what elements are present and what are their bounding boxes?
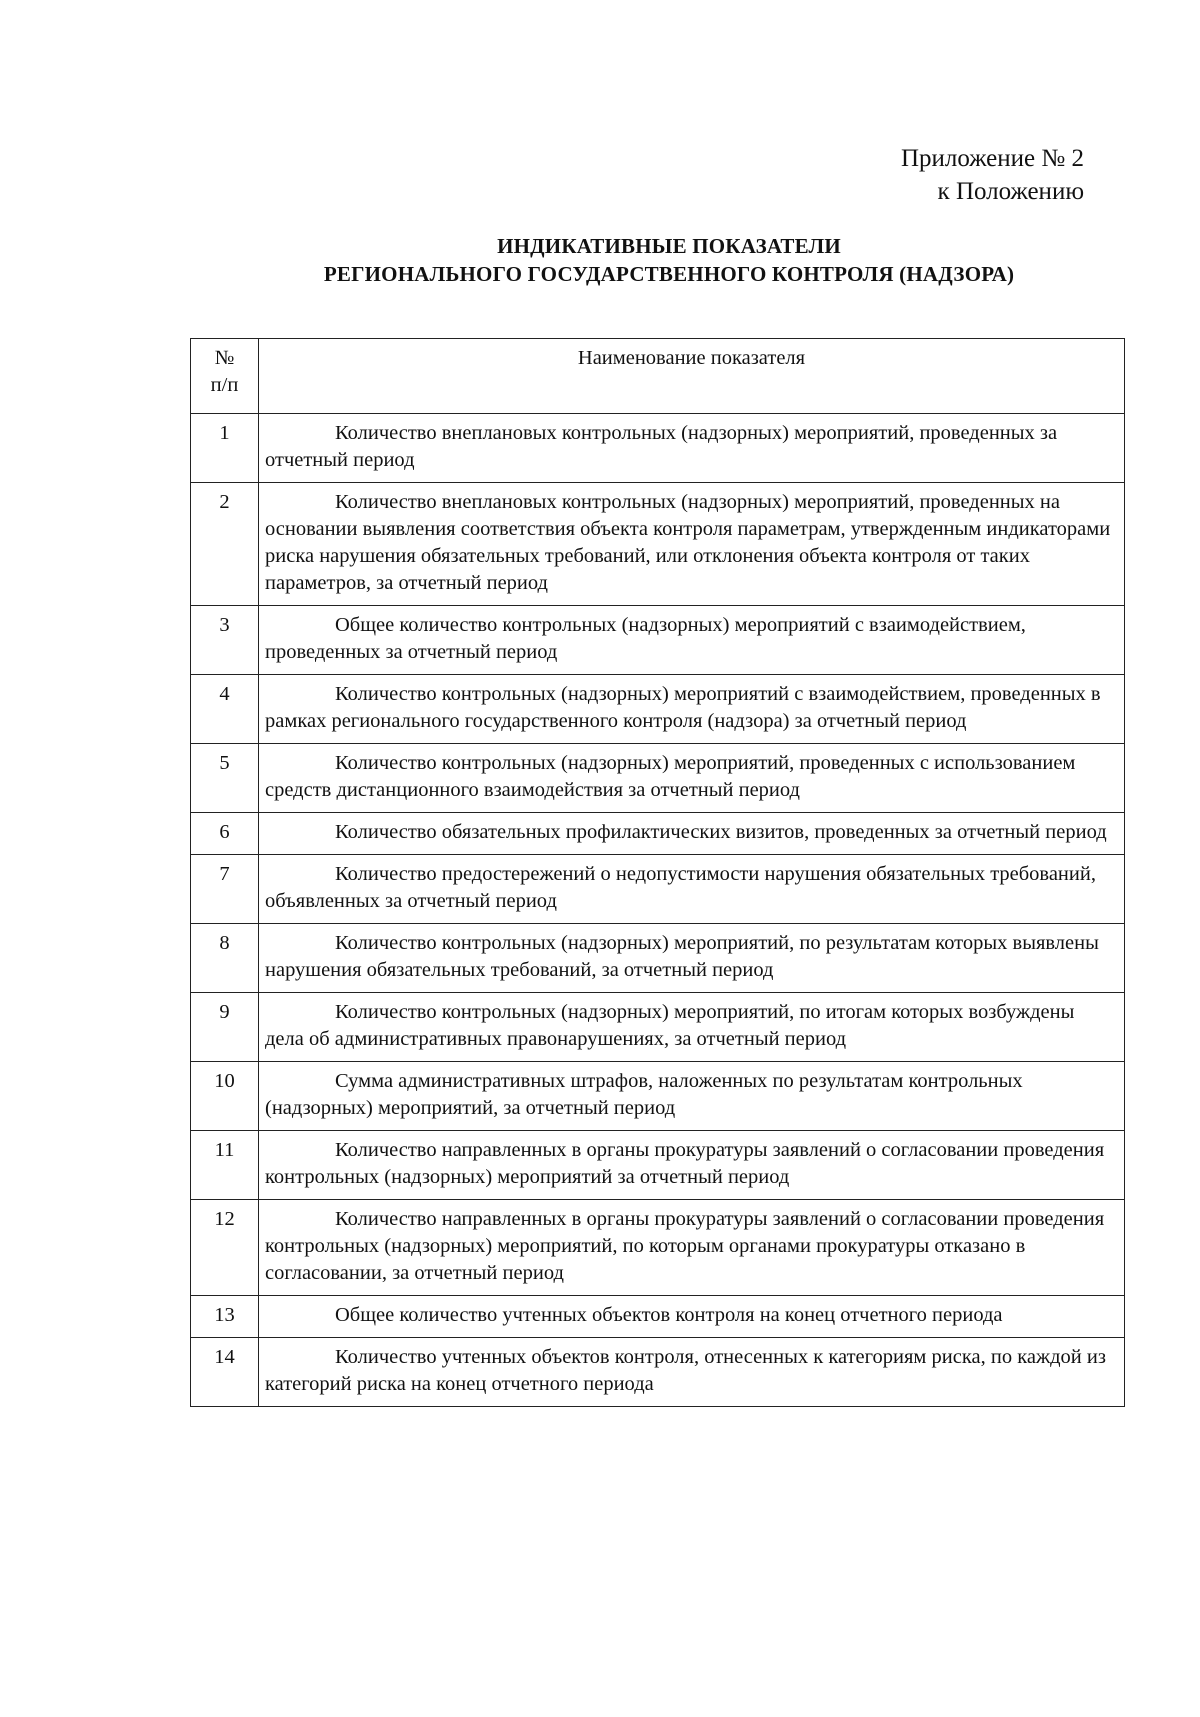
- indicator-name: Количество предостережений о недопустимости нарушения обязательных требований, объявленных за отчетный период: [259, 855, 1125, 924]
- table-row: [191, 1200, 1125, 1296]
- row-number: 5: [191, 744, 259, 813]
- row-number: 4: [191, 675, 259, 744]
- row-number: 14: [191, 1338, 259, 1407]
- column-header-number: [191, 339, 259, 414]
- indicator-name: Количество обязательных профилактических визитов, проведенных за отчетный период: [259, 813, 1125, 855]
- table-body: [191, 414, 1125, 1407]
- table-row: [191, 1338, 1125, 1407]
- appendix-number: Приложение № 2: [900, 145, 1084, 172]
- row-number: 7: [191, 855, 259, 924]
- document-title-line-2: РЕГИОНАЛЬНОГО ГОСУДАРСТВЕННОГО КОНТРОЛЯ (НАДЗОРА): [323, 262, 1015, 286]
- table-row: [191, 675, 1125, 744]
- table-row: [191, 1131, 1125, 1200]
- indicator-name: Количество направленных в органы прокуратуры заявлений о согласовании проведения контрольных (надзорных) мероприятий за отчетный период: [259, 1131, 1125, 1200]
- table-row: [191, 606, 1125, 675]
- row-number: 2: [191, 483, 259, 606]
- indicator-name: Количество внеплановых контрольных (надзорных) мероприятий, проведенных на основании выявления соответствия объекта контроля параметрам, утвержденным индикаторами риска нарушения обязательных требований, или отклонения объекта контроля от таких параметров, за отчетный период: [259, 483, 1125, 606]
- row-number: 10: [191, 1062, 259, 1131]
- table-row: [191, 1296, 1125, 1338]
- row-number: 11: [191, 1131, 259, 1200]
- column-header-name: Наименование показателя: [259, 339, 1125, 414]
- row-number: 8: [191, 924, 259, 993]
- table-row: [191, 855, 1125, 924]
- row-number: 3: [191, 606, 259, 675]
- table-row: [191, 1062, 1125, 1131]
- document-title-line-1: ИНДИКАТИВНЫЕ ПОКАЗАТЕЛИ: [497, 234, 841, 258]
- indicator-name: Количество внеплановых контрольных (надзорных) мероприятий, проведенных за отчетный период: [259, 414, 1125, 483]
- row-number: 12: [191, 1200, 259, 1296]
- table-row: [191, 483, 1125, 606]
- table-row: [191, 414, 1125, 483]
- indicator-name: Общее количество контрольных (надзорных) мероприятий с взаимодействием, проведенных за отчетный период: [259, 606, 1125, 675]
- row-number: 13: [191, 1296, 259, 1338]
- row-number: 9: [191, 993, 259, 1062]
- indicator-name: Количество учтенных объектов контроля, отнесенных к категориям риска, по каждой из категорий риска на конец отчетного периода: [259, 1338, 1125, 1407]
- indicator-name: Общее количество учтенных объектов контроля на конец отчетного периода: [259, 1296, 1125, 1338]
- table-row: [191, 813, 1125, 855]
- indicator-name: Количество направленных в органы прокуратуры заявлений о согласовании проведения контрольных (надзорных) мероприятий, по которым органами прокуратуры отказано в согласовании, за отчетный период: [259, 1200, 1125, 1296]
- table-row: [191, 993, 1125, 1062]
- row-number: 1: [191, 414, 259, 483]
- table-header-row: [191, 339, 1125, 414]
- document-title: [190, 232, 1148, 288]
- column-header-number-abbr: п/п: [210, 374, 239, 396]
- table-row: [191, 924, 1125, 993]
- table-row: [191, 744, 1125, 813]
- indicator-name: Количество контрольных (надзорных) мероприятий, по итогам которых возбуждены дела об административных правонарушениях, за отчетный период: [259, 993, 1125, 1062]
- indicators-table: [190, 338, 1125, 1407]
- appendix-regulation: к Положению: [937, 178, 1084, 205]
- indicator-name: Количество контрольных (надзорных) мероприятий с взаимодействием, проведенных в рамках регионального государственного контроля (надзора) за отчетный период: [259, 675, 1125, 744]
- indicator-name: Количество контрольных (надзорных) мероприятий, проведенных с использованием средств дистанционного взаимодействия за отчетный период: [259, 744, 1125, 813]
- column-header-number-sign: №: [214, 347, 235, 369]
- indicator-name: Сумма административных штрафов, наложенных по результатам контрольных (надзорных) мероприятий, за отчетный период: [259, 1062, 1125, 1131]
- appendix-reference: [901, 142, 1084, 208]
- indicator-name: Количество контрольных (надзорных) мероприятий, по результатам которых выявлены нарушения обязательных требований, за отчетный период: [259, 924, 1125, 993]
- row-number: 6: [191, 813, 259, 855]
